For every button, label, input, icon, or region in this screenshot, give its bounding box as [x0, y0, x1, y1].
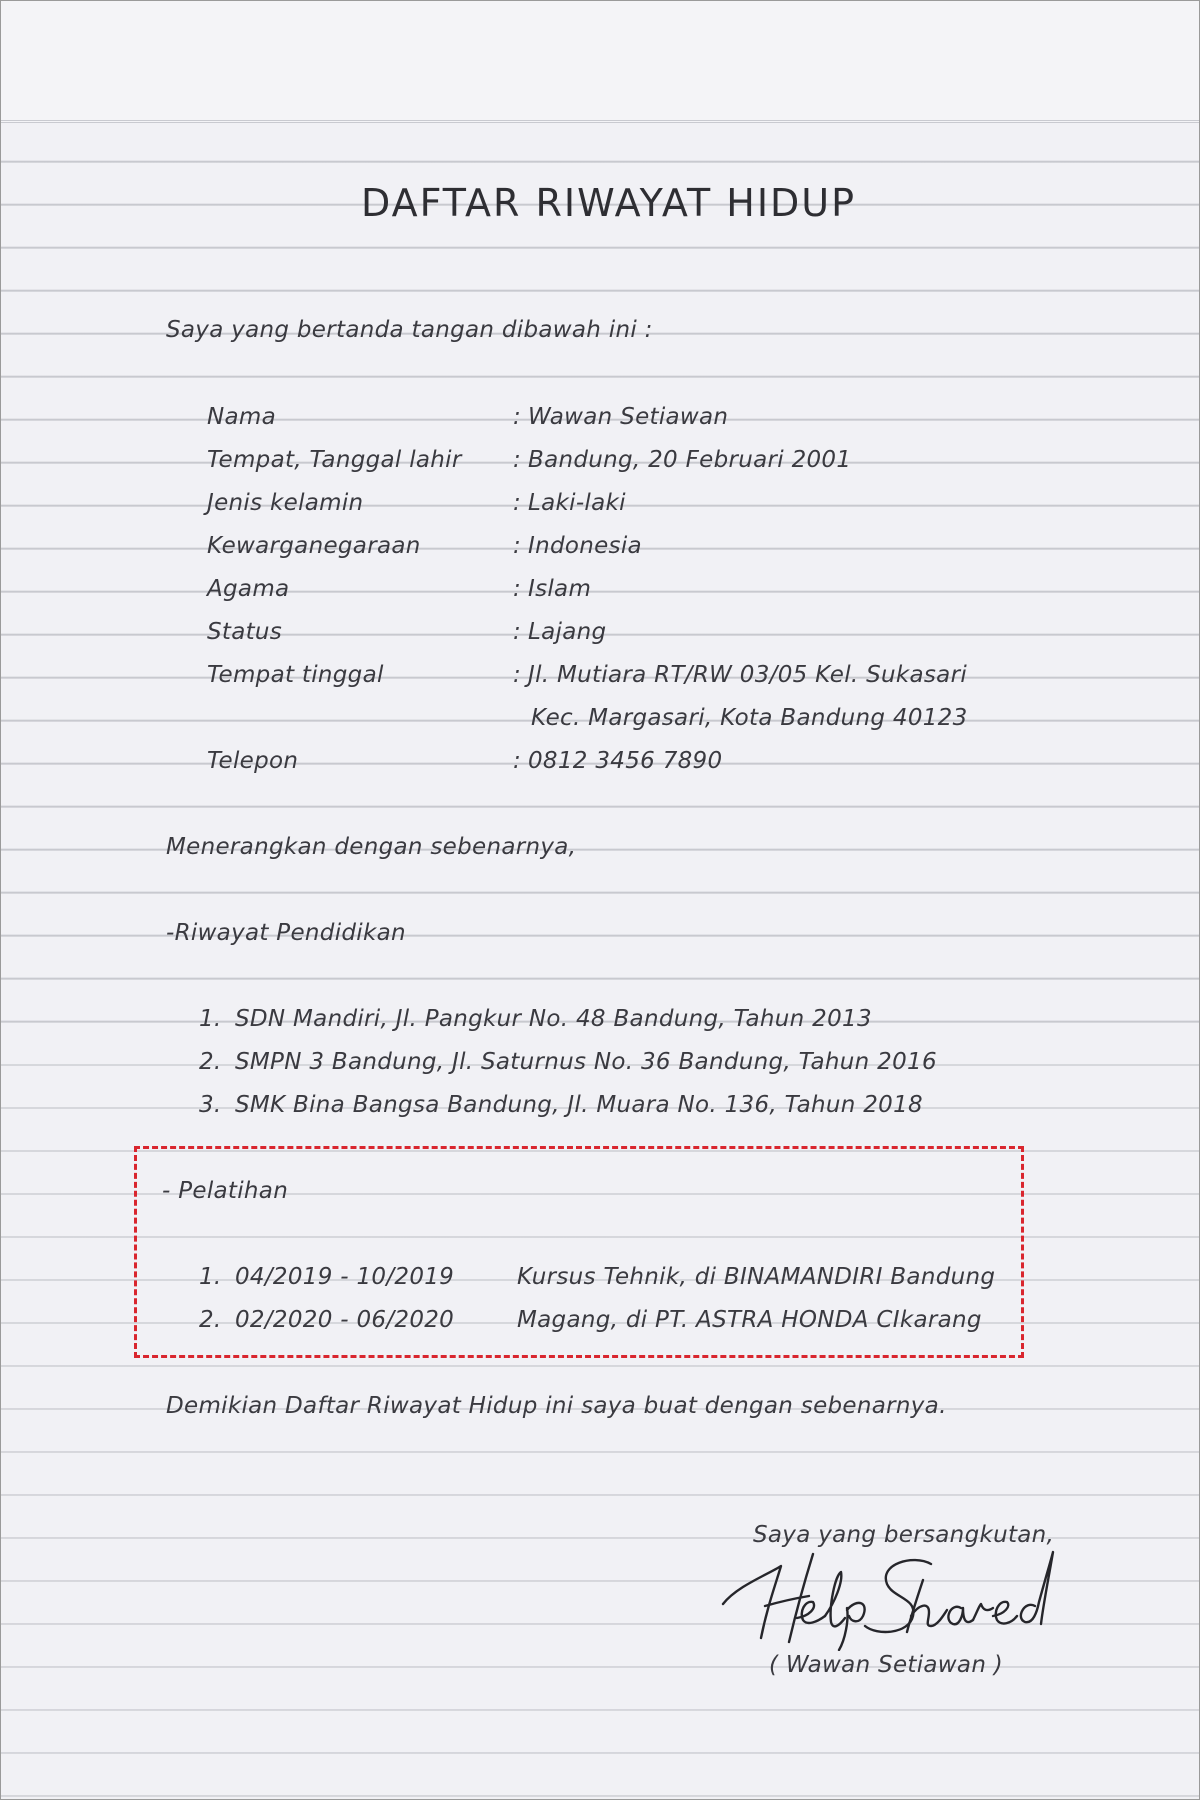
list-number: 1.	[199, 1264, 222, 1290]
colon: :	[513, 447, 522, 473]
colon: :	[513, 662, 522, 688]
value-alamat-baris-1: Jl. Mutiara RT/RW 03/05 Kel. Sukasari	[528, 662, 968, 688]
education-item: SMK Bina Bangsa Bandung, Jl. Muara No. 136, Tahun 2018	[235, 1092, 923, 1118]
paper-top-margin	[1, 1, 1199, 123]
value-nama: Wawan Setiawan	[528, 404, 729, 430]
handwritten-signature	[717, 1546, 1057, 1651]
value-ttl: Bandung, 20 Februari 2001	[528, 447, 852, 473]
education-heading: -Riwayat Pendidikan	[166, 920, 406, 946]
value-jenis-kelamin: Laki-laki	[528, 490, 626, 516]
colon: :	[513, 576, 522, 602]
value-alamat-baris-2: Kec. Margasari, Kota Bandung 40123	[531, 705, 968, 731]
training-description: Magang, di PT. ASTRA HONDA CIkarang	[517, 1307, 982, 1333]
label-nama: Nama	[207, 404, 276, 430]
training-heading: - Pelatihan	[162, 1178, 289, 1204]
statement-text: Menerangkan dengan sebenarnya,	[166, 834, 577, 860]
signature-caption: Saya yang bersangkutan,	[753, 1522, 1055, 1548]
colon: :	[513, 748, 522, 774]
label-status: Status	[207, 619, 283, 645]
education-item: SDN Mandiri, Jl. Pangkur No. 48 Bandung, Tahun 2013	[235, 1006, 872, 1032]
list-number: 1.	[199, 1006, 222, 1032]
signatory-name: ( Wawan Setiawan )	[769, 1652, 1004, 1678]
colon: :	[513, 533, 522, 559]
list-number: 2.	[199, 1049, 222, 1075]
colon: :	[513, 619, 522, 645]
value-agama: Islam	[528, 576, 592, 602]
label-jenis-kelamin: Jenis kelamin	[207, 490, 364, 516]
list-number: 2.	[199, 1307, 222, 1333]
value-kewarganegaraan: Indonesia	[528, 533, 642, 559]
training-description: Kursus Tehnik, di BINAMANDIRI Bandung	[517, 1264, 996, 1290]
education-item: SMPN 3 Bandung, Jl. Saturnus No. 36 Bandung, Tahun 2016	[235, 1049, 937, 1075]
label-telepon: Telepon	[207, 748, 299, 774]
label-agama: Agama	[207, 576, 290, 602]
list-number: 3.	[199, 1092, 222, 1118]
training-dates: 04/2019 - 10/2019	[235, 1264, 455, 1290]
training-dates: 02/2020 - 06/2020	[235, 1307, 455, 1333]
label-kewarganegaraan: Kewarganegaraan	[207, 533, 421, 559]
intro-text: Saya yang bertanda tangan dibawah ini :	[166, 317, 653, 343]
closing-text: Demikian Daftar Riwayat Hidup ini saya buat dengan sebenarnya.	[166, 1393, 947, 1419]
value-status: Lajang	[528, 619, 607, 645]
colon: :	[513, 404, 522, 430]
colon: :	[513, 490, 522, 516]
label-tempat-tinggal: Tempat tinggal	[207, 662, 384, 688]
label-ttl: Tempat, Tanggal lahir	[207, 447, 462, 473]
document-title: DAFTAR RIWAYAT HIDUP	[361, 181, 857, 225]
value-telepon: 0812 3456 7890	[528, 748, 723, 774]
